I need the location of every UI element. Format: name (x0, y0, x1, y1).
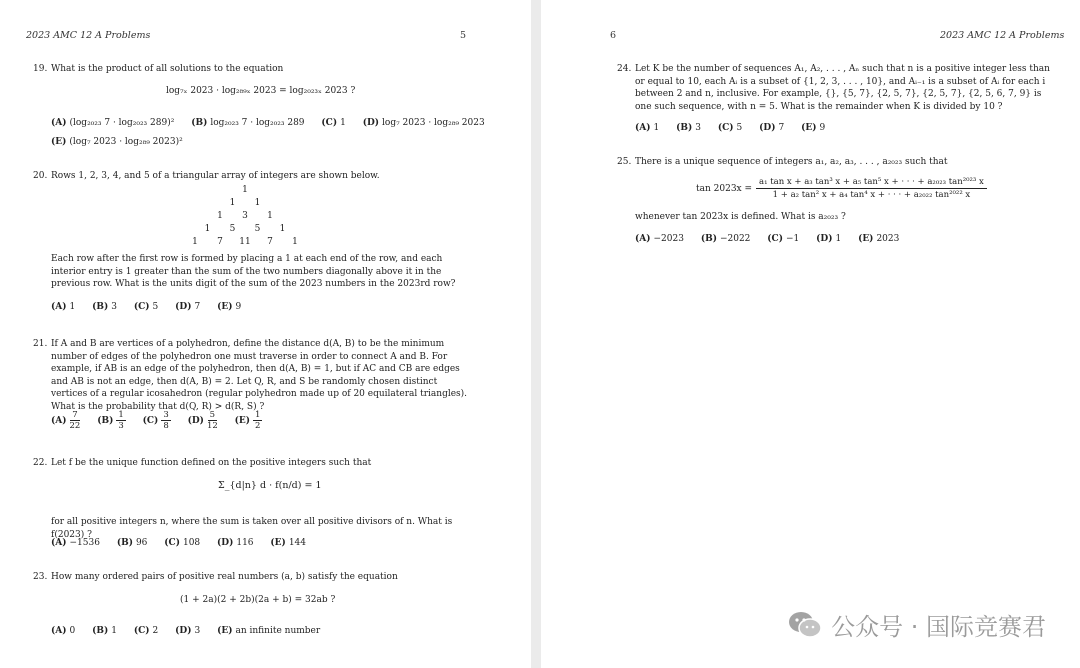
page-number: 5 (460, 30, 467, 41)
answer-option[interactable]: (C) 5 (717, 123, 743, 133)
left-page (0, 0, 531, 668)
problem-text: If A and B are vertices of a polyhedron, define the distance d(A, B) to be the minimum number of edges of the polyhedron one must traverse in order to connect A and B. For example, if AB is an edge of the polyhedron, then d(A, B) = 1, but if AC and CB are edges and AB is not an edge, then d(A, B) = 2. Let Q, R, and S be randomly chosen distinct vertices of a regular icosahedron (regular polyhedron made up of 20 equilateral triangles). What is the probability that d(Q, R) > d(R, S) ? (51, 339, 468, 412)
page-header: 2023 AMC 12 A Problems (940, 30, 1065, 41)
answer-option[interactable]: (B) 1 (92, 626, 117, 636)
problem-number: 22. (33, 458, 48, 468)
triangle-row: 1 (242, 185, 248, 195)
answer-option[interactable]: (D) 3 (175, 626, 201, 636)
problem-number: 25. (617, 157, 632, 167)
wechat-icon (787, 610, 823, 640)
triangular-array (170, 185, 320, 250)
problem-text: What is the product of all solutions to the equation (51, 64, 284, 74)
watermark (787, 607, 1046, 642)
problem-text: How many ordered pairs of positive real numbers (a, b) satisfy the equation (51, 572, 398, 582)
answer-option[interactable]: (C) 2 (133, 626, 159, 636)
answer-option[interactable]: (C) 1 (321, 118, 346, 128)
problem-number: 24. (617, 64, 632, 74)
problem-23-options (51, 626, 334, 636)
answer-option[interactable]: (B) −2022 (700, 234, 751, 244)
answer-option[interactable]: (A) $\frac{7}{22}$ (51, 410, 81, 431)
problem-22-equation: Σ_{d|n} d · f(n/d) = 1 (218, 480, 322, 491)
answer-option[interactable]: (E) 9 (801, 123, 826, 133)
answer-option[interactable]: (E) an infinite number (217, 626, 321, 636)
answer-option[interactable]: (D) $\frac{5}{12}$ (187, 410, 218, 431)
triangle-row: 1 3 1 (217, 211, 273, 221)
answer-option[interactable]: (D) 1 (816, 234, 842, 244)
answer-option[interactable]: (E) 9 (217, 302, 242, 312)
answer-option[interactable]: (B) log₂₀₂₃ 7 · log₂₀₂₃ 289 (191, 118, 305, 128)
answer-option[interactable]: (E) (log₇ 2023 · log₂₈₉ 2023)² (51, 137, 183, 147)
watermark-text: 公众号 · 国际竞赛君 (831, 613, 1046, 641)
problem-22-text2: for all positive integers n, where the sum is taken over all positive divisors of n. What is f(2023) ? (51, 517, 453, 540)
problem-22 (33, 457, 469, 470)
problem-number: 20. (33, 171, 48, 181)
problem-text: There is a unique sequence of integers a₁, a₂, a₃, . . . , a₂₀₂₃ such that (635, 157, 948, 167)
problem-23-equation: (1 + 2a)(2 + 2b)(2a + b) = 32ab ? (180, 595, 336, 605)
problem-25-options (635, 234, 913, 244)
answer-option[interactable]: (D) 116 (217, 538, 254, 548)
problem-number: 23. (33, 572, 48, 582)
problem-19-options (51, 118, 499, 128)
problem-23 (33, 571, 469, 584)
triangle-row: 1 5 5 1 (204, 224, 286, 234)
answer-option[interactable]: (D) log₇ 2023 · log₂₈₉ 2023 (362, 118, 485, 128)
answer-option[interactable]: (A) (log₂₀₂₃ 7 · log₂₀₂₃ 289)² (51, 118, 175, 128)
answer-option[interactable]: (E) 144 (270, 538, 306, 548)
answer-option[interactable]: (C) 5 (133, 302, 159, 312)
problem-20-options (51, 302, 255, 312)
equation-numerator: a₁ tan x + a₃ tan³ x + a₅ tan⁵ x + · · · + a₂₀₂₃ tan²⁰²³ x (756, 176, 987, 189)
problem-text: Rows 1, 2, 3, 4, and 5 of a triangular array of integers are shown below. (51, 171, 380, 181)
equation-denominator: 1 + a₂ tan² x + a₄ tan⁴ x + · · · + a₂₀₂₂ tan²⁰²² x (772, 190, 971, 200)
problem-22-options (51, 538, 320, 548)
problem-21-options (51, 410, 276, 431)
answer-option[interactable]: (C) 108 (164, 538, 201, 548)
answer-option[interactable]: (D) 7 (759, 123, 785, 133)
problem-19-equation: log₇ₓ 2023 · log₂₈₉ₓ 2023 = log₂₀₂₃ₓ 2023 ? (166, 86, 356, 96)
page-header: 2023 AMC 12 A Problems (26, 30, 151, 41)
equation-lhs: tan 2023x = (696, 183, 753, 194)
problem-number: 19. (33, 64, 48, 74)
problem-number: 21. (33, 339, 48, 349)
answer-option[interactable]: (C) −1 (767, 234, 800, 244)
answer-option[interactable]: (B) 96 (116, 538, 148, 548)
problem-20 (33, 170, 471, 183)
problem-25 (617, 156, 1053, 169)
problem-25-equation (696, 176, 987, 201)
answer-option[interactable]: (B) 3 (676, 123, 701, 133)
problem-19-options-row2 (51, 137, 197, 147)
answer-option[interactable]: (C) $\frac{3}{8}$ (142, 410, 169, 431)
answer-option[interactable]: (B) 3 (92, 302, 117, 312)
triangle-row: 1 1 (229, 198, 261, 208)
answer-option[interactable]: (E) 2023 (858, 234, 900, 244)
problem-25-text2: whenever tan 2023x is defined. What is a₂₀₂₃ ? (635, 212, 846, 222)
problem-19 (33, 63, 471, 76)
answer-option[interactable]: (A) 1 (51, 302, 76, 312)
problem-text: Let f be the unique function defined on the positive integers such that (51, 458, 372, 468)
answer-option[interactable]: (E) $\frac{1}{2}$ (234, 410, 261, 431)
problem-text: Let K be the number of sequences A₁, A₂, . . . , Aₙ such that n is a positive integer less than or equal to 10, each Aᵢ is a subset of {1, 2, 3, . . . , 10}, and Aᵢ₋₁ is a subset of Aᵢ for each i between 2 and n, inclusive. For example, {}, {5, 7}, {2, 5, 7}, {2, 5, 7}, {2, 5, 6, 7, 9} is one such sequence, with n = 5. What is the remainder when K is divided by 10 ? (635, 64, 1050, 112)
problem-24-options (635, 123, 839, 133)
triangle-row: 1 7 11 7 1 (192, 237, 298, 247)
answer-option[interactable]: (A) −2023 (635, 234, 684, 244)
equation-fraction (756, 176, 987, 201)
answer-option[interactable]: (A) 1 (635, 123, 660, 133)
right-page (541, 0, 1080, 668)
problem-21 (33, 338, 469, 413)
problem-24 (617, 63, 1053, 113)
answer-option[interactable]: (A) 0 (51, 626, 76, 636)
answer-option[interactable]: (D) 7 (175, 302, 201, 312)
page-number: 6 (610, 30, 617, 41)
problem-20-text2: Each row after the first row is formed by placing a 1 at each end of the row, and each interior entry is 1 greater than the sum of the two numbers diagonally above it in the previous row. What is the units digit of the sum of the 2023 numbers in the 2023rd row? (51, 254, 456, 289)
answer-option[interactable]: (A) −1536 (51, 538, 100, 548)
answer-option[interactable]: (B) $\frac{1}{3}$ (97, 410, 124, 431)
